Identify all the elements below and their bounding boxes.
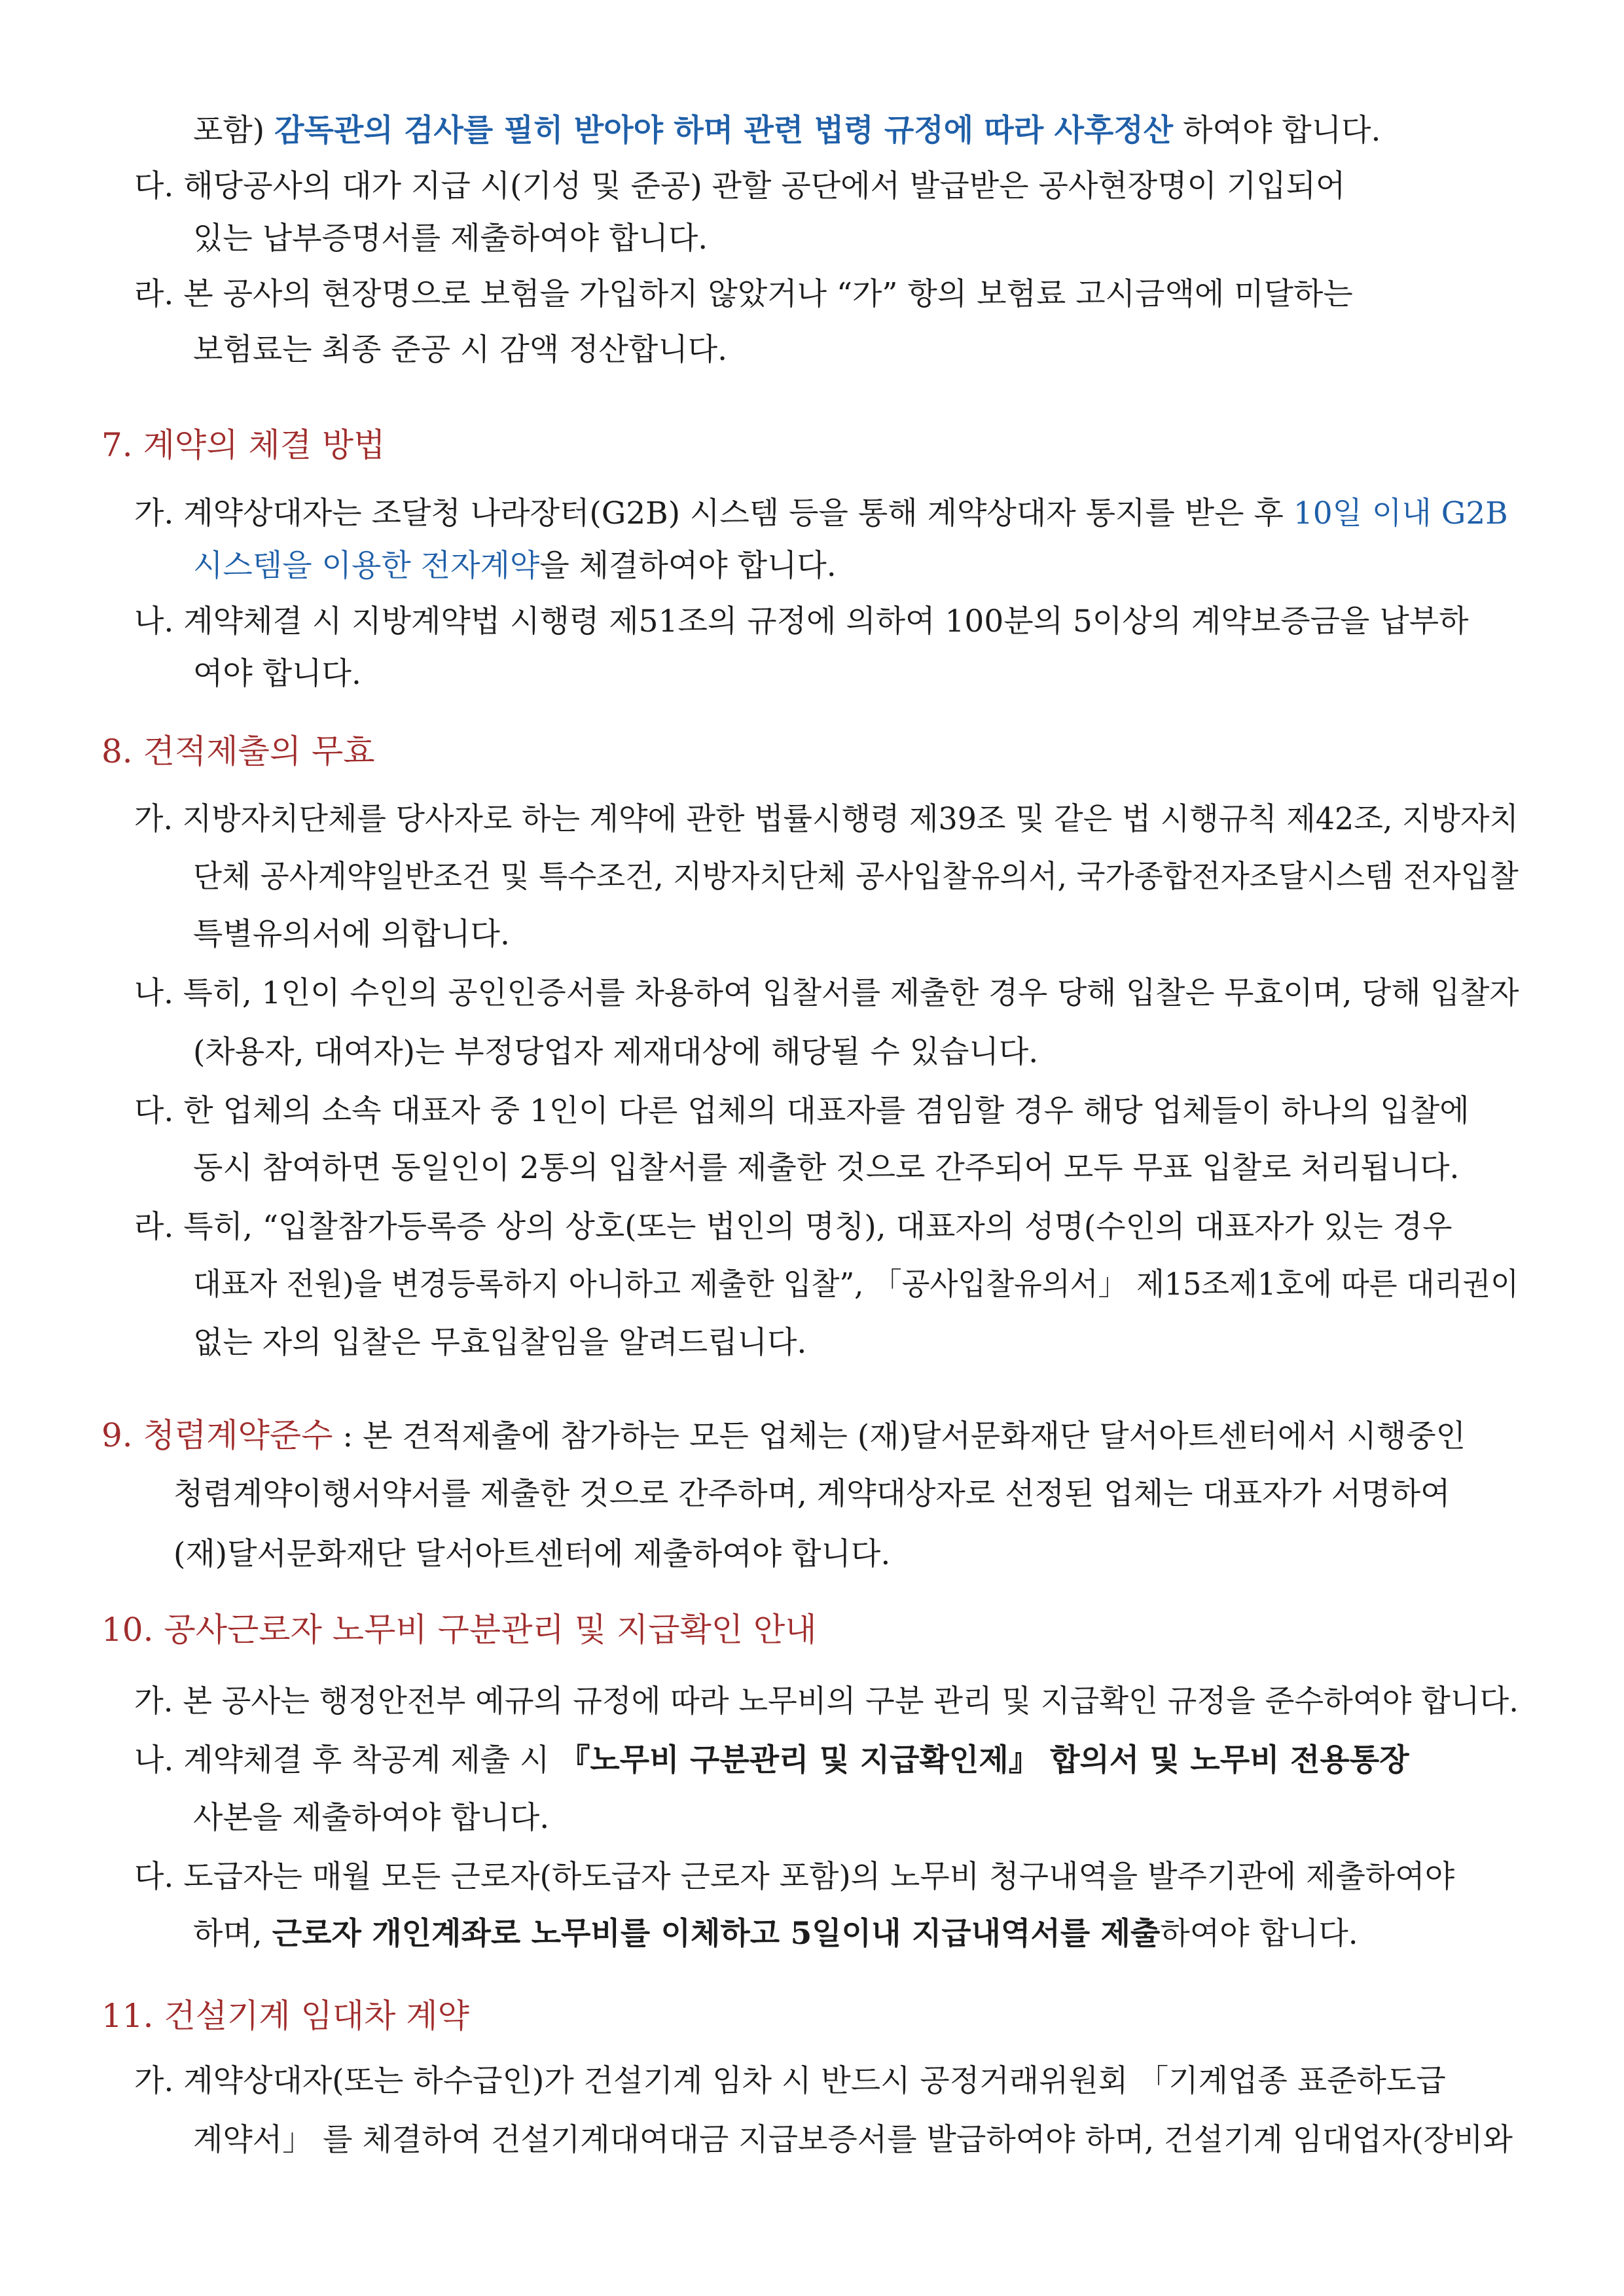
intro-ra-line-1: 라. 본 공사의 현장명으로 보험을 가입하지 않았거나 “가” 항의 보험료 고시금액에 미달하는 [134,276,1353,312]
intro-da-line-1: 다. 해당공사의 대가 지급 시(기성 및 준공) 관할 공단에서 발급받은 공사현장명이 기입되어 [134,168,1346,204]
s10-na-line-2: 사본을 제출하여야 합니다. [193,1800,550,1836]
s8-na-line-1: 나. 특히, 1인이 수인의 공인인증서를 차용하여 입찰서를 제출한 경우 당해 입찰은 무효이며, 당해 입찰자 [134,975,1519,1011]
section-9-line-2: 청렴계약이행서약서를 제출한 것으로 간주하며, 계약대상자로 선정된 업체는 대표자가 서명하여 [173,1476,1451,1512]
section-11-title: 11. 건설기계 임대차 계약 [101,1997,469,2035]
s10-ga-line-1: 가. 본 공사는 행정안전부 예규의 규정에 따라 노무비의 구분 관리 및 지급확인 규정을 준수하여야 합니다. [134,1683,1519,1719]
section-10-title: 10. 공사근로자 노무비 구분관리 및 지급확인 안내 [101,1611,817,1649]
section-9-line-3: (재)달서문화재단 달서아트센터에 제출하여야 합니다. [173,1536,891,1572]
s8-ra-line-3: 없는 자의 입찰은 무효입찰임을 알려드립니다. [193,1325,807,1361]
bold-text: 근로자 개인계좌로 노무비를 이체하고 5일이내 지급내역서를 제출 [272,1916,1161,1952]
s10-da-line-1: 다. 도급자는 매월 모든 근로자(하도급자 근로자 포함)의 노무비 청구내역을 발주기관에 제출하여야 [134,1859,1455,1895]
s8-ga-line-2: 단체 공사계약일반조건 및 특수조건, 지방자치단체 공사입찰유의서, 국가종합전자조달시스템 전자입찰 [193,859,1519,895]
highlight-text: 10일 이내 G2B [1293,495,1508,531]
bold-text: 『노무비 구분관리 및 지급확인제』 합의서 및 노무비 전용통장 [559,1742,1409,1778]
s7-ga-line-1: 가. 계약상대자는 조달청 나라장터(G2B) 시스템 등을 통해 계약상대자 통지를 받은 후 10일 이내 G2B [134,495,1508,531]
section-9-line-1: 9. 청렴계약준수 : 본 견적제출에 참가하는 모든 업체는 (재)달서문화재단 달서아트센터에서 시행중인 [101,1416,1466,1454]
highlight-text: 시스템을 이용한 전자계약 [193,548,540,584]
s7-na-line-2: 여야 합니다. [193,656,361,692]
intro-ra-line-2: 보험료는 최종 준공 시 감액 정산합니다. [193,332,728,368]
s10-da-line-2: 하며, 근로자 개인계좌로 노무비를 이체하고 5일이내 지급내역서를 제출하여야 합니다. [193,1916,1358,1952]
s8-da-line-1: 다. 한 업체의 소속 대표자 중 1인이 다른 업체의 대표자를 겸임할 경우 해당 업체들이 하나의 입찰에 [134,1093,1470,1129]
s11-ga-line-1: 가. 계약상대자(또는 하수급인)가 건설기계 임차 시 반드시 공정거래위원회 「기계업종 표준하도급 [134,2063,1446,2099]
s11-ga-line-2: 계약서」 를 체결하여 건설기계대여대금 지급보증서를 발급하여야 하며, 건설기계 임대업자(장비와 [193,2122,1513,2158]
s10-na-line-1: 나. 계약체결 후 착공계 제출 시 『노무비 구분관리 및 지급확인제』 합의서 및 노무비 전용통장 [134,1742,1409,1778]
s8-ra-line-1: 라. 특히, “입찰참가등록증 상의 상호(또는 법인의 명칭), 대표자의 성명(수인의 대표자가 있는 경우 [134,1209,1453,1245]
s8-ga-line-1: 가. 지방자치단체를 당사자로 하는 계약에 관한 법률시행령 제39조 및 같은 법 시행규칙 제42조, 지방자치 [134,801,1519,837]
intro-da-line-2: 있는 납부증명서를 제출하여야 합니다. [193,221,708,257]
intro-line-1: 포함) 감독관의 검사를 필히 받아야 하며 관련 법령 규정에 따라 사후정산 하여야 합니다. [193,113,1381,149]
s8-da-line-2: 동시 참여하면 동일인이 2통의 입찰서를 제출한 것으로 간주되어 모두 무표 입찰로 처리됩니다. [193,1150,1460,1186]
section-7-title: 7. 계약의 체결 방법 [101,426,386,464]
section-8-title: 8. 견적제출의 무효 [101,732,375,770]
s8-ga-line-3: 특별유의서에 의합니다. [193,916,510,952]
highlight-text: 감독관의 검사를 필히 받아야 하며 관련 법령 규정에 따라 사후정산 [274,113,1174,149]
s8-ra-line-2: 대표자 전원)을 변경등록하지 아니하고 제출한 입찰”, 「공사입찰유의서」 제15조제1호에 따른 대리권이 [193,1266,1519,1302]
section-9-title: 9. 청렴계약준수 [101,1416,333,1454]
s7-ga-line-2: 시스템을 이용한 전자계약을 체결하여야 합니다. [193,548,837,584]
s7-na-line-1: 나. 계약체결 시 지방계약법 시행령 제51조의 규정에 의하여 100분의 5이상의 계약보증금을 납부하 [134,603,1469,639]
s8-na-line-2: (차용자, 대여자)는 부정당업자 제재대상에 해당될 수 있습니다. [193,1034,1039,1070]
